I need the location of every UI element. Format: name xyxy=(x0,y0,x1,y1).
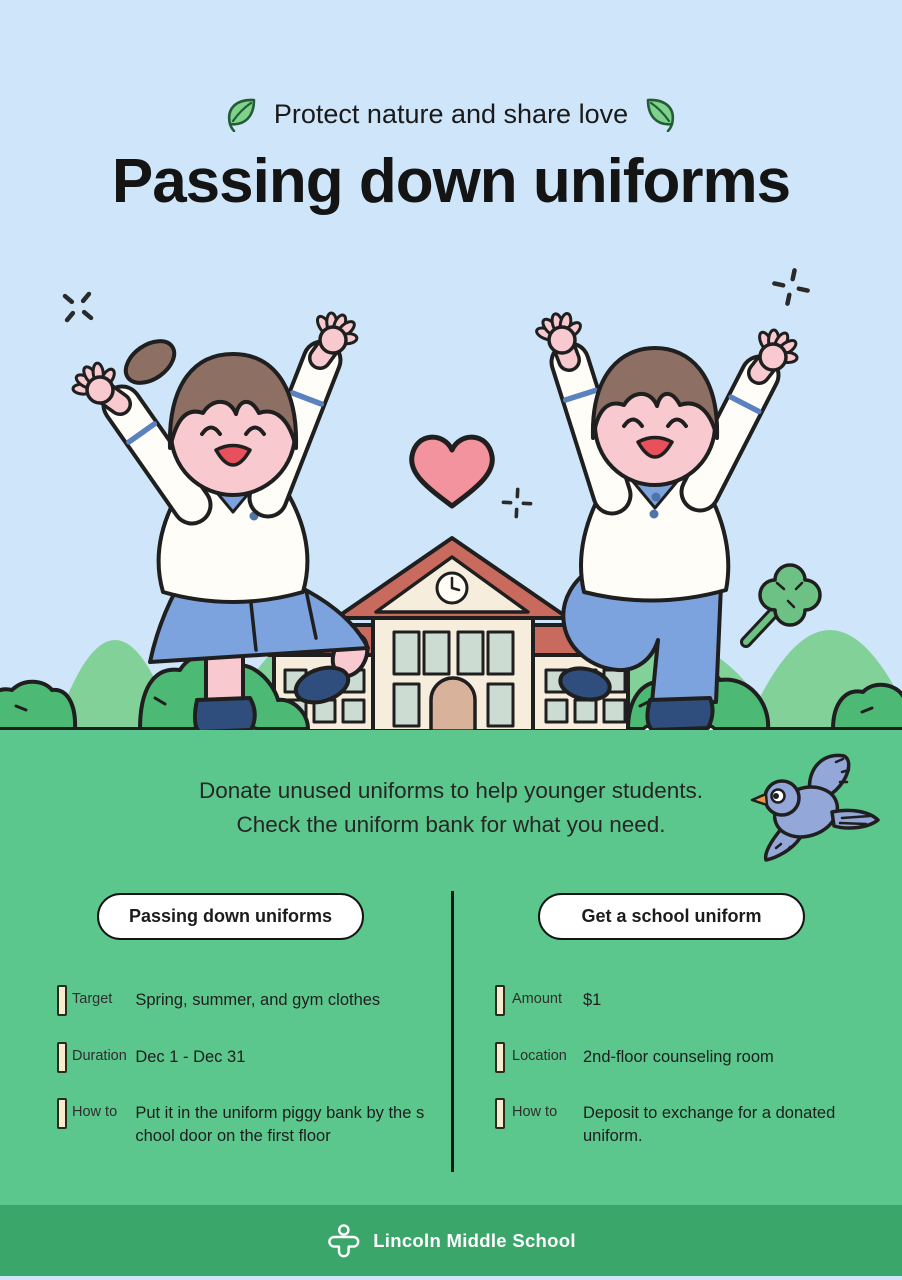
donate-column xyxy=(57,893,427,1148)
info-row-how-to xyxy=(493,1098,863,1148)
intro-line-1: Donate unused uniforms to help younger students. xyxy=(198,778,704,803)
heart-icon xyxy=(412,437,493,506)
poster-title: Passing down uniforms xyxy=(111,147,791,216)
row-marker xyxy=(495,1042,505,1073)
footer-bar xyxy=(0,1205,902,1276)
boy-right-hand xyxy=(757,330,798,370)
row-label: Duration xyxy=(72,1048,127,1064)
boy-student-illustration xyxy=(535,313,798,740)
tagline-row xyxy=(0,96,902,132)
row-value: Put it in the uniform piggy bank by the school door on the first floor xyxy=(135,1104,425,1145)
intro-line-2: Check the uniform bank for what you need. xyxy=(236,811,666,837)
row-value: $1 xyxy=(583,991,602,1009)
row-label: Target xyxy=(72,991,113,1007)
leaf-icon xyxy=(224,96,258,132)
info-row-duration xyxy=(57,1042,427,1073)
school-door xyxy=(431,678,475,731)
get-uniform-column xyxy=(493,893,863,1148)
row-label: How to xyxy=(72,1104,118,1120)
donate-column-header: Passing down uniforms xyxy=(97,893,364,940)
get-column-header: Get a school uniform xyxy=(538,893,805,940)
row-value: Deposit to exchange for a donated uniform. xyxy=(583,1104,836,1145)
row-marker xyxy=(57,1042,67,1073)
four-leaf-clover-icon xyxy=(746,565,820,642)
row-marker xyxy=(495,1098,505,1129)
bluebird-icon xyxy=(748,750,888,870)
school-name: Lincoln Middle School xyxy=(373,1229,576,1251)
tagline-text: Protect nature and share love xyxy=(273,98,629,129)
row-value: Spring, summer, and gym clothes xyxy=(135,991,381,1009)
row-value: 2nd-floor counseling room xyxy=(583,1048,774,1066)
column-divider xyxy=(451,891,454,1172)
row-marker xyxy=(495,985,505,1016)
row-marker xyxy=(57,985,67,1016)
green-info-section xyxy=(0,730,902,1205)
girl-right-hand xyxy=(315,313,358,353)
info-row-location xyxy=(493,1042,863,1073)
row-label: Amount xyxy=(512,991,562,1007)
main-illustration xyxy=(0,240,902,760)
row-label: Location xyxy=(512,1048,567,1064)
info-row-amount xyxy=(493,985,863,1016)
info-row-target xyxy=(57,985,427,1016)
row-value: Dec 1 - Dec 31 xyxy=(135,1048,246,1066)
info-row-how-to xyxy=(57,1098,427,1148)
clover-plus-logo-icon xyxy=(326,1224,362,1258)
leaf-icon xyxy=(644,96,678,132)
bottom-strip xyxy=(0,1276,902,1280)
girl-left-hand xyxy=(73,363,117,403)
row-marker xyxy=(57,1098,67,1129)
row-label: How to xyxy=(512,1104,558,1120)
